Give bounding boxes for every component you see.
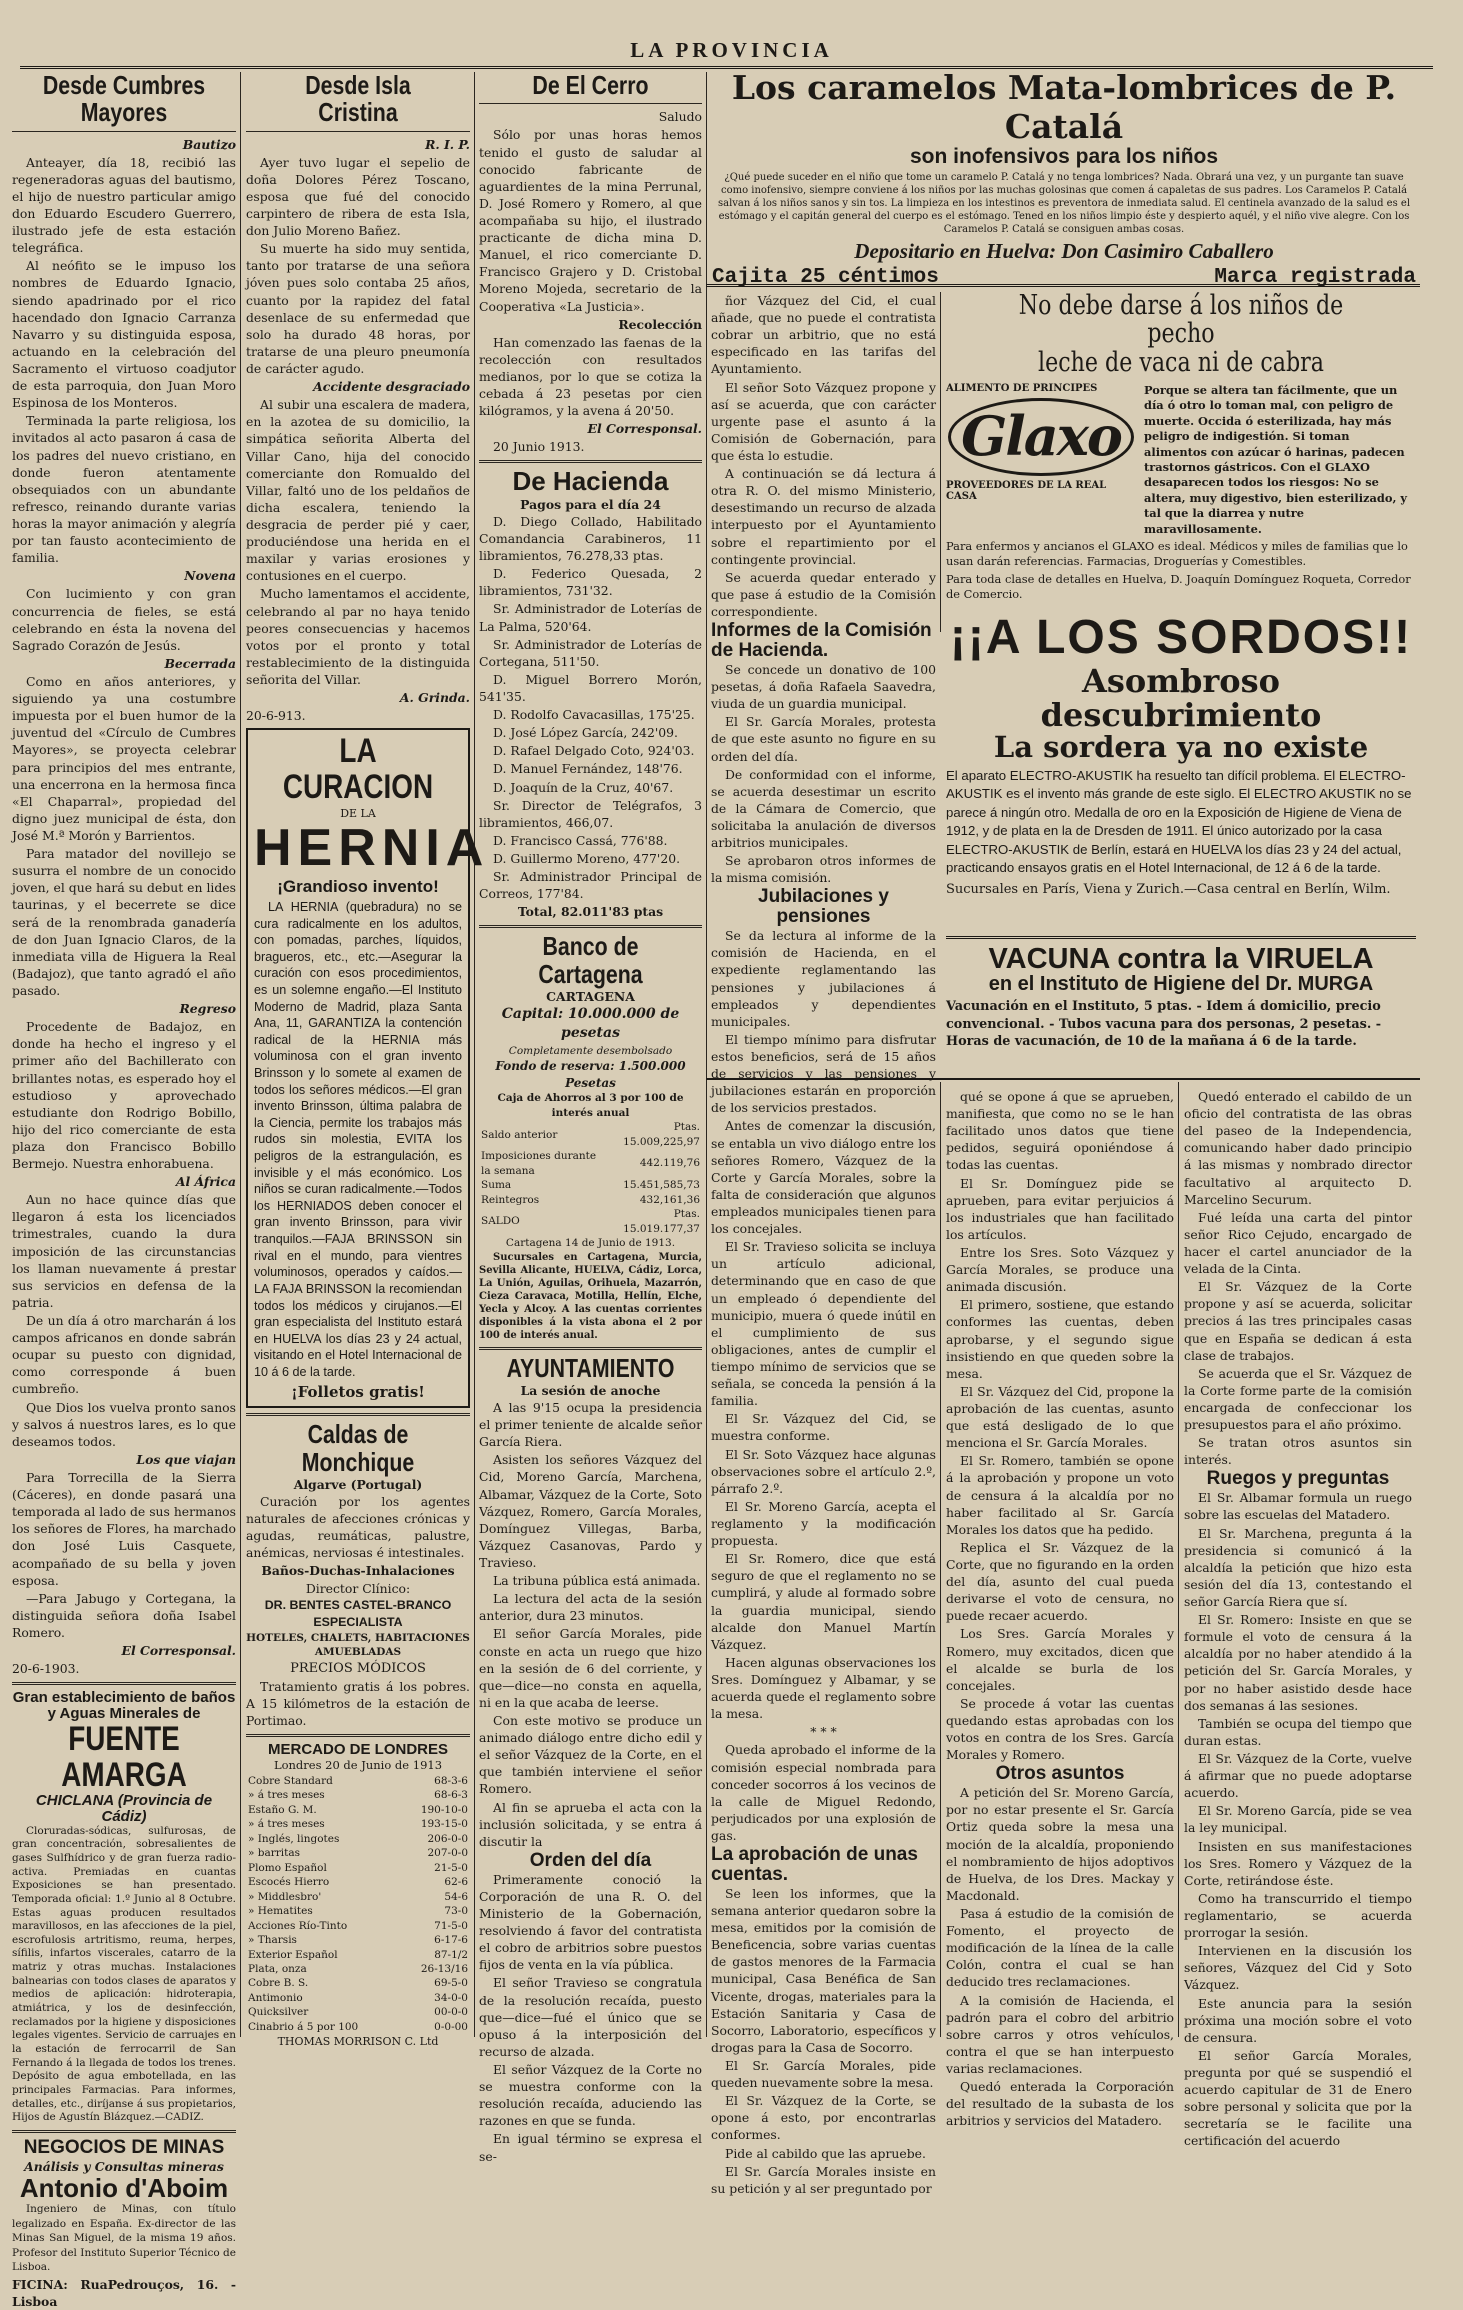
paragraph: El Sr. Vázquez de la Corte propone y así se acuerda, solicitar precios á las tres principales casas que en España se dedican á esta clase de trabajos. — [1184, 1279, 1412, 1363]
bank-city: CARTAGENA — [546, 989, 635, 1004]
table-row — [246, 2005, 470, 2019]
ad-hernia-body: LA HERNIA (quebradura) no se cura radicalmente en los adultos, con pomadas, parches, líquidos, bragueros, etc., etc.—Asegurar la curación con esos procedimientos, es un solemne engaño.—El Instituto Moderno de Madrid, plaza Santa Ana, 11, GARANTIZA la contención radical de la HERNIA más voluminosa con el gran invento Brinsson y lo somete al examen de todos los señores médicos.—El gran invento Brinsson, última palabra de la Ciencia, permite los trabajos más rudos sin molestia, EVITA los peligros de la estrangulación, es invisible y el más económico. Los niños se curan radicalmente.—Todos los HERNIADOS deben conocer el gran invento Brinsson, para vivir tranquilos.—FAJA BRINSSON sin rival en el mundo, para vientres voluminosos, operados y caídos.—LA FAJA BRINSSON la recomiendan todos los médicos y cirujanos.—El gran especialista del Instituto estará en HUELVA los días 23 y 24 actual, visitando en el Hotel Internacional de 10 á 6 de la tarde. — [254, 899, 462, 1379]
paragraph: Pasa á estudio de la comisión de Fomento, el proyecto de modificación de la línea de la calle Colón, contra el cual se han deducido tres reclamaciones. — [946, 1905, 1174, 1990]
paragraph: El Sr. Romero, dice que está seguro de que el reglamento no se cumplirá, y alude al formado sobre la guardia municipal, siendo alcalde don Manuel Martín Vázquez. — [711, 1551, 936, 1652]
column-rule — [706, 72, 707, 2037]
paragraph: En igual término se expresa el se- — [479, 2131, 702, 2164]
article-heading: De El Cerro — [532, 70, 649, 100]
paragraph: El Sr. Vázquez del Cid, se muestra conforme. — [711, 1411, 936, 1444]
paragraph: Anteayer, día 18, recibió las regeneradoras aguas del bautismo, el hijo de nuestro particular amigo don Eduardo Escudero Guerrero, ilustrado jefe de esta estación telegráfica. — [12, 154, 236, 256]
ad-fuente-title: Gran establecimiento de baños y Aguas Minerales de — [12, 1689, 236, 1723]
table-cell-value: 193-15-0 — [420, 1818, 468, 1831]
ad-sordos-h2: Asombroso descubrimiento — [1040, 662, 1322, 734]
paragraph: El Sr. Moreno García, pide se vea la ley municipal. — [1184, 1803, 1412, 1836]
subheading: Saludo — [658, 109, 702, 125]
paragraph: A la comisión de Hacienda, el padrón para el cobro del arbitrio sobre carros y otros vehículos, contra el que se han interpuesto varias reclamaciones. — [946, 1992, 1174, 2076]
table-cell-value: 0-0-00 — [434, 2020, 468, 2033]
table-row — [479, 1178, 702, 1192]
paragraph: Insisten en sus manifestaciones los Sres. Romero y Vázquez de la Corte, retirándose éste. — [1184, 1838, 1412, 1888]
subheading: Los que viajan — [136, 1451, 236, 1467]
table-row — [246, 1890, 470, 1904]
dateline: 20 Junio 1913. — [493, 439, 585, 455]
paragraph: Que Dios los vuelva pronto sanos y salvos á nuestros lares, es lo que deseamos todos. — [12, 1399, 236, 1449]
paragraph: ñor Vázquez del Cid, el cual añade, que no puede el contratista cobrar un arbitrio, que no está especificado en las tarifas del Ayuntamiento. — [711, 293, 936, 377]
table-cell-label: SALDO — [481, 1215, 520, 1228]
ad-sordos-body: El aparato ELECTRO-AKUSTIK ha resuelto tan difícil problema. El ELECTRO-AKUSTIK es el invento más grande de este siglo. El ELECTRO AKUSTIK no se parece á ningún otro. Medalla de oro en la Exposición de Higiene de Viena de 1912, y de plata en la de Dresden de 1911. El único autorizado por la casa ELECTRO-AKUSTIK de Berlín, estará en HUELVA los días 23 y 24 del actual, practicando ensayos gratis en el Hotel Internacional, de 12 á 6 de la tarde. — [946, 767, 1412, 876]
table-row — [246, 1832, 470, 1846]
table-cell-value: 15.451,585,73 — [623, 1179, 700, 1192]
ad-hernia — [246, 728, 490, 1408]
paragraph: Quedó enterada la Corporación del resultado de la subasta de los arbitrios y servicios del Matadero. — [946, 2079, 1174, 2129]
paragraph: Como ha transcurrido el tiempo reglamentario, se acuerda prorrogar la sesión. — [1184, 1890, 1412, 1941]
table-cell-value: Ptas. 15.009,225,97 — [623, 1121, 700, 1148]
table-cell-label: » á tres meses — [248, 1789, 325, 1802]
table-cell-label: Reintegros — [481, 1193, 540, 1206]
subheading: Novena — [184, 568, 236, 584]
ad-monchique-dir: Director Clínico: — [305, 1580, 411, 1596]
ad-hernia-foot: ¡Folletos gratis! — [291, 1382, 425, 1401]
bank-title: Banco de Cartagena — [538, 931, 643, 989]
column-isla-cristina — [246, 70, 490, 2049]
ad-monchique-foot: Tratamiento gratis á los pobres. A 15 kilómetros de la estación de Portimao. — [246, 1678, 470, 1728]
ad-caramelos-mark: Marca registrada — [1214, 266, 1416, 290]
market-foot: THOMAS MORRISON C. Ltd — [277, 2035, 439, 2049]
list-item: Sr. Administrador de Loterías de Cortegana, 511'50. — [479, 636, 702, 669]
paragraph: Al fin se aprueba el acta con la inclusión solicitada, y se entra á discutir la — [479, 1799, 702, 1849]
list-item: Sr. Administrador de Loterías de La Palma, 520'64. — [479, 601, 702, 634]
paragraph: Quedó enterado el cabildo de un oficio del contratista de las obras del paseo de la Independencia, comunicando haber dado principio á las mismas y nombrado director facultativo al arquitecto D. Marcelino Securum. — [1184, 1089, 1412, 1207]
paragraph: El señor Vázquez de la Corte no se muestra conforme con la resolución recaída, aduciendo las razones en que se funda. — [479, 2062, 702, 2129]
table-cell-label: » Tharsis — [248, 1934, 297, 1947]
column-cumbres — [12, 70, 236, 2309]
table-cell-label: Estaño G. M. — [248, 1803, 317, 1816]
table-cell-label: Quicksilver — [248, 2006, 309, 2019]
section-rule — [706, 284, 1420, 287]
ad-minas-address: FICINA: RuaPedrouços, 16. - Lisboa — [12, 2276, 236, 2309]
ad-fuente-body: Cloruradas-sódicas, sulfurosas, de gran concentración, sobresalientes de gases Sulfhídrico y de gran fuerza radio-activa. Premiadas en cuantas Exposiciones se han presentado. Temporada oficial: 1.º Junio al 8 Octubre. Estas aguas producen resultados maravillosos, en las afecciones de la piel, escrofulosis artritismo, reuma, herpes, sífilis, infartos viscerales, catarro de la matriz y otras muchas. Instalaciones balnearias con todos clases de aparatos y medios de aplicación: hidroterapia, atmiátrica, y los de desinfección, reclamados por la higiene y disposiciones legales vigentes. Servicio de carruajes en la estación de ferrocarril de San Fernando á la llegada de todos los trenes. Depósito de agua embotellada, en las principales Farmacias. Para informes, detalles, etc., diríjanse á sus propietarios, Hijos de Agustín Blázquez.—CADIZ. — [12, 1824, 236, 2124]
paragraph: A continuación se dá lectura á otra R. O. del mismo Ministerio, desestimando un recurso de alzada interpuesto por el Ayuntamiento sobre el repartimiento por el contingente provincial. — [711, 466, 936, 567]
ad-vacuna-h2: en el Instituto de Higiene del Dr. MURGA — [988, 973, 1374, 996]
list-item: Sr. Director de Telégrafos, 3 libramientos, 466,07. — [479, 797, 702, 830]
paragraph: Mucho lamentamos el accidente, celebrando al par no haya tenido peores consecuencias y hacemos votos por el pronto y total restablecimiento de la distinguida señorita del Villar. — [246, 586, 470, 687]
table-cell-label: » Inglés, lingotes — [248, 1832, 340, 1845]
ad-caramelos-body: ¿Qué puede suceder en el niño que tome un caramelo P. Catalá y no tenga lombrices? Nada. Obrará una vez, y un purgante tan suave como inofensivo, siempre conviene á los niños por las muchas golosinas que comen á capaletas de sus padres. Los Caramelos P. Catalá salvan á los niños sanos y sin tos. La limpieza en los intestinos es preventora de inmediata salud. El centinela avanzado de la salud es el estómago y el capitán general del cuerpo es el estómago. Tened en los niños limpio éste y despierto aquél, y el niño vive alegre. Con los Caramelos P. Catalá se consiguen ambas cosas. — [717, 172, 1411, 236]
paragraph: Se concede un donativo de 100 pesetas, á doña Rafaela Saavedra, viuda de un guardia municipal. — [711, 661, 936, 712]
table-row — [246, 1803, 470, 1817]
paragraph: Replica el Sr. Vázquez de la Corte, que no figurando en la orden del día, asunto del cual pueda derivarse el voto de censura, no puede recaer acuerdo. — [946, 1539, 1174, 1624]
subheading: Regreso — [179, 1001, 236, 1017]
list-item: D. Federico Quesada, 2 libramientos, 731'32. — [479, 566, 702, 599]
market-table — [246, 1774, 470, 2035]
paragraph: La tribuna pública está animada. — [493, 1573, 701, 1589]
section-rule — [946, 936, 1416, 939]
table-cell-value: 00-0-0 — [434, 2006, 468, 2019]
ad-hernia-de: DE LA — [340, 806, 376, 820]
table-cell-value: 21-5-0 — [434, 1861, 468, 1874]
paragraph: Entre los Sres. Soto Vázquez y García Morales, se produce una animada discusión. — [946, 1244, 1174, 1295]
ad-minas-name: Antonio d'Aboim — [19, 2172, 229, 2203]
paragraph: Sólo por unas horas hemos tenido el gusto de saludar al conocido fabricante de aguardientes de la mina Perrunal, D. José Romero y Romero, al que acompañaba su hijo, el ilustrado practicante de dicha mina D. Manuel, el rico comerciante D. Francisco Grajero y D. Cristobal Moreno Mojeda, secretario de la Cooperativa «La Justicia». — [479, 127, 702, 314]
column-ayuntamiento-cont — [711, 292, 936, 2196]
paragraph: Se leen los informes, que la semana anterior quedaron sobre la mesa, emitidos por la comisión de Beneficencia, sobre varias cuentas de gastos menores de la Farmacia municipal, Casa Benéfica de San Vicente, drogas, materiales para la Estación Sanitaria y Casa de Socorro, Laboratorio, específicos y drogas para la Casa de Socorro. — [711, 1885, 936, 2055]
table-row — [479, 1149, 702, 1178]
bank-reserve: Fondo de reserva: 1.500.000 Pesetas — [495, 1059, 686, 1090]
table-cell-label: » á tres meses — [248, 1818, 325, 1831]
ad-monchique-prices: PRECIOS MÓDICOS — [290, 1660, 426, 1676]
hacienda-sub: Pagos para el día 24 — [520, 496, 661, 512]
informes-heading: Informes de la Comisión de Hacienda. — [711, 620, 932, 662]
table-cell-value: 71-5-0 — [434, 1919, 468, 1932]
masthead-title: LA PROVINCIA — [630, 38, 833, 62]
table-row — [246, 1817, 470, 1831]
ad-glaxo-h2: leche de vaca ni de cabra — [1038, 346, 1324, 378]
paragraph: La lectura del acta de la sesión anterior, dura 23 minutos. — [479, 1591, 702, 1624]
list-item: D. Guillermo Moreno, 477'20. — [493, 850, 681, 866]
paragraph: El señor García Morales, pide conste en acta un ruego que hizo en la sesión de 6 del corriente, y que—dice—no consta en aquella, ni en la que acaba de leerse. — [479, 1626, 702, 1710]
hacienda-heading: De Hacienda — [512, 466, 669, 497]
ad-monchique-esp: ESPECIALISTA — [313, 1614, 403, 1629]
paragraph: Ayer tuvo lugar el sepelio de doña Dolores Pérez Toscano, esposa que fué del conocido carpintero de ribera de esta Isla, don Julio Moreno Bañez. — [246, 154, 470, 239]
ad-vacuna-h1: VACUNA contra la VIRUELA — [988, 943, 1374, 975]
table-cell-label: » barritas — [248, 1847, 301, 1860]
ad-caramelos — [712, 68, 1416, 290]
table-cell-label: » Middlesbro' — [248, 1890, 322, 1903]
article-heading: Desde Cumbres Mayores — [42, 70, 206, 128]
paragraph: Con este motivo se produce un animado diálogo entre dicho edil y el señor Vázquez de la Corte, en el que también interviene el señor Romero. — [479, 1713, 702, 1797]
table-row — [246, 1788, 470, 1802]
ad-fuente-place: CHICLANA (Provincia de Cádiz) — [35, 1792, 213, 1825]
ad-monchique-place: Algarve (Portugal) — [293, 1476, 423, 1492]
ad-hernia-sub: ¡Grandioso invento! — [277, 877, 439, 897]
paragraph: Este anuncia para la sesión próxima una moción sobre el voto de censura. — [1184, 1995, 1412, 2045]
paragraph: Como en años anteriores, y siguiendo ya una costumbre impuesta por el buen humor de la juventud del «Círculo de Cumbres Mayores», se proyecta celebrar para principios del mes entrante, una encerrona en la hermosa finca «El Chaparral», propiedad del digno juez municipal de ésta, don José M.ª Morón y Barrientos. — [12, 673, 236, 843]
bank-savings: Caja de Ahorros al 3 por 100 de interés anual — [497, 1092, 684, 1119]
table-row — [246, 1919, 470, 1933]
subheading: Al África — [175, 1174, 236, 1190]
ayuntamiento-heading: AYUNTAMIENTO — [506, 1352, 675, 1383]
subheading: R. I. P. — [425, 136, 470, 152]
table-cell-label: Imposiciones durante la semana — [481, 1150, 597, 1177]
table-row — [246, 1904, 470, 1918]
ad-glaxo-body: Para enfermos y ancianos el GLAXO es ideal. Médicos y miles de familias que lo usan darán referencias. Farmacias, Droguerías y Comestibles. — [946, 538, 1408, 569]
table-cell-value: 68-3-6 — [434, 1774, 468, 1787]
jubilaciones-heading: Jubilaciones y pensiones — [758, 886, 889, 928]
list-item: D. Miguel Borrero Morón, 541'35. — [479, 671, 702, 704]
glaxo-logo: Glaxo — [948, 398, 1134, 476]
paragraph: qué se opone á que se aprueben, manifiesta, que como no se le han facilitado unos datos que tiene pedidos, seguirá oponiéndose á todas las cuentas. — [946, 1089, 1174, 1173]
paragraph: Su muerte ha sido muy sentida, tanto por tratarse de una señora jóven pues solo contaba 25 años, cuanto por la rapidez del fatal desenlace de su enfermedad que solo ha durado 48 horas, por tratarse de una pleuro pneumonía de carácter agudo. — [246, 241, 470, 377]
ad-glaxo-foot: Para toda clase de detalles en Huelva, D. Joaquín Domínguez Roqueta, Corredor de Comercio. — [946, 571, 1411, 602]
paragraph: Se aprobaron otros informes de la misma comisión. — [711, 853, 936, 886]
ad-glaxo-side: Porque se altera tan fácilmente, que un día ó otro lo toman mal, con peligro de muerte. Occida ó esterilizada, hay más peligro de indigestión. Si toman alimentos con azúcar ó harinas, padecen trastornos gástricos. Con el GLAXO desaparecen todos los riesgos: No se altera, muy digestivo, bien esterilizado, y tal que la diarrea y nutre maravillosamente. — [1144, 383, 1407, 536]
payments-total: Total, 82.011'83 ptas — [517, 904, 664, 920]
column-rule — [940, 1082, 941, 2037]
paragraph: Procedente de Badajoz, en donde ha hecho el ingreso y el primer año del Bachillerato con brillantes notas, es esperado hoy el estudioso y aprovechado estudiante don Rodrigo Bobillo, hijo del rico comerciante de esta plaza don Francisco Bobillo Bermejo. Nuestra enhorabuena. — [12, 1019, 236, 1172]
ad-minas-title: NEGOCIOS DE MINAS — [23, 2136, 225, 2158]
bank-capital: Capital: 10.000.000 de pesetas — [501, 1006, 680, 1042]
paragraph: De conformidad con el informe, se acuerda desestimar un escrito de la Cámara de Comercio, que solicitaba la anulación de diversos arbitrios municipales. — [711, 766, 936, 851]
market-date: Londres 20 de Junio de 1913 — [273, 1757, 443, 1772]
ad-glaxo — [946, 292, 1416, 604]
subheading: Bautizo — [182, 136, 236, 152]
paragraph: El Sr. Marchena, pregunta á la presidencia si comunicó á la alcaldía la petición que hizo esta sesión del día 13, contestando el señor García Riera que sí. — [1184, 1525, 1412, 1609]
table-cell-label: Plata, onza — [248, 1962, 307, 1975]
otros-heading: Otros asuntos — [995, 1763, 1125, 1785]
table-cell-value: 6-17-6 — [434, 1934, 468, 1947]
paragraph: Hacen algunas observaciones los Sres. Domínguez y Albamar, y se acuerda quede el reglamento sobre la mesa. — [711, 1654, 936, 1722]
table-row — [246, 2020, 470, 2034]
table-cell-value: Ptas. 15.019.177,37 — [623, 1208, 700, 1235]
paragraph: El Sr. García Morales, protesta de que este asunto no figure en su orden del día. — [711, 714, 936, 764]
ad-caramelos-price: Cajita 25 céntimos — [712, 266, 939, 290]
list-item: Sr. Administrador Principal de Correos, 177'84. — [479, 869, 702, 902]
paragraph: Se acuerda que el Sr. Vázquez de la Corte forme parte de la comisión encargada de confeccionar los presupuestos para el año próximo. — [1184, 1365, 1412, 1433]
signature: A. Grinda. — [399, 690, 470, 706]
list-item: D. Joaquín de la Cruz, 40'67. — [493, 779, 674, 795]
paragraph: El Sr. Domínguez pide se aprueben, para evitar perjuicios á los industriales que han facilitado los artículos. — [946, 1175, 1174, 1242]
table-cell-value: 69-5-0 — [434, 1977, 468, 1990]
dateline: 20-6-1903. — [12, 1661, 80, 1677]
table-row — [246, 1774, 470, 1788]
paragraph: Para matador del novillejo se susurra el nombre de un conocido joven, el que hará su debut en lides taurinas, y el becerrete se dice será de la renombrada ganadería de don Juan Ignacio Claros, de la inmediata villa de Higuera la Real (Badajoz), que tanto agradó el año pasado. — [12, 846, 236, 998]
subheading: Accidente desgraciado — [313, 379, 470, 395]
table-cell-value: 34-0-0 — [434, 1991, 468, 2004]
table-cell-label: Plomo Español — [248, 1861, 327, 1874]
ad-caramelos-title: Los caramelos Mata-lombrices de P. Catalá — [731, 68, 1397, 146]
bank-date: Cartagena 14 de Junio de 1913. — [505, 1237, 676, 1250]
table-cell-value: 432,161,36 — [639, 1193, 700, 1206]
signature: El Corresponsal. — [121, 1643, 236, 1659]
paragraph: Al neófito se le impuso los nombres de Eduardo Ignacio, siendo apadrinado por el rico hacendado don Ignacio Carranza Navarro y su distinguida esposa, actuando en la celebración del Sacramento el virtuoso coadjutor de esta parroquia, don Juan Moro Espinosa de los Monteros. — [12, 258, 236, 411]
table-row — [479, 1193, 702, 1207]
table-cell-value: 26-13/16 — [420, 1962, 468, 1975]
paragraph: El Sr. Moreno García, acepta el reglamento y la modificación propuesta. — [711, 1498, 936, 1549]
ad-monchique-title: Caldas de Monchique — [301, 1419, 415, 1477]
column-el-cerro — [479, 70, 702, 2164]
ad-minas-body: Ingeniero de Minas, con título legalizado en España. Ex-director de las Minas San Miguel, de la misma 19 años. Profesor del Instituto Superior Técnico de Lisboa. — [12, 2203, 236, 2274]
ad-sordos-foot: Sucursales en París, Viena y Zurich.—Casa central en Berlín, Wilm. — [946, 881, 1391, 897]
paragraph: El Sr. Vázquez del Cid, propone la aprobación de las cuentas, asunto que está desligado de lo que menciona el Sr. García Morales. — [946, 1383, 1174, 1451]
table-row — [246, 1846, 470, 1860]
ad-caramelos-depositary: Depositario en Huelva: Don Casimiro Caballero — [854, 239, 1274, 264]
table-cell-value: 68-6-3 — [434, 1789, 468, 1802]
cuentas-heading: La aprobación de unas cuentas. — [711, 1844, 918, 1885]
column-rule — [474, 72, 475, 2037]
ruegos-heading: Ruegos y preguntas — [1206, 1468, 1390, 1490]
paragraph: Pide al cabildo que las apruebe. — [725, 2145, 926, 2161]
ad-monchique-hotels: HOTELES, CHALETS, HABITACIONES AMUEBLADAS — [246, 1631, 470, 1659]
ad-vacuna — [946, 944, 1416, 1076]
ad-hernia-name: HERNIA — [254, 818, 490, 877]
subheading: Becerrada — [164, 655, 236, 671]
paragraph: El Sr. Soto Vázquez hace algunas observaciones sobre el artículo 2.º, párrafo 2.º. — [711, 1446, 936, 1496]
payments-list — [479, 513, 702, 902]
paragraph: El señor Soto Vázquez propone y así se acuerda, que con carácter urgente pase el asunto á la Comisión de Gobernación, para que ésta lo estudie. — [711, 379, 936, 463]
table-row — [246, 1962, 470, 1976]
paragraph: El Sr. Travieso solicita se incluya un artículo adicional, determinando que en caso de que un empleado ó dependiente del municipio, muera ó quede inútil en el cumplimiento de sus obligaciones, antes de cumplir el tiempo mínimo de servicios que se señala, se conceda la pensión á la familia. — [711, 1239, 936, 1409]
table-cell-value: 73-0 — [444, 1905, 468, 1918]
ad-minas-sub: Análisis y Consultas mineras — [24, 2158, 224, 2174]
ad-fuente-name: FUENTE AMARGA — [61, 1719, 187, 1794]
table-cell-label: Cobre Standard — [248, 1774, 333, 1787]
column-rule — [940, 292, 941, 632]
paragraph: Han comenzado las faenas de la recolección con resultados medianos, por lo que se cotiza la cebada á 23 pesetas por cien kilógramos, y la avena á 20'50. — [479, 334, 702, 419]
table-cell-value: 442.119,76 — [639, 1157, 700, 1170]
list-item: D. Manuel Fernández, 148'76. — [493, 761, 683, 777]
table-row — [246, 1948, 470, 1962]
column-cuentas-cont — [946, 1088, 1174, 2129]
ad-vacuna-body: Vacunación en el Instituto, 5 ptas. - Idem á domicilio, precio convencional. - Tubos vacuna para dos personas, 2 pesetas. - Horas de vacunación, de 10 de la mañana á 6 de la tarde. — [946, 999, 1382, 1049]
paragraph: Se da lectura al informe de la comisión de Hacienda, en el expediente reglamentando las pensiones y jubilaciones á empleados y dependientes municipales. — [711, 928, 936, 1029]
ad-sordos-h1: ¡¡A LOS SORDOS!! — [949, 611, 1413, 664]
ayuntamiento-sub: La sesión de anoche — [520, 1382, 661, 1398]
table-row — [246, 1991, 470, 2005]
market-title: MERCADO DE LONDRES — [267, 1741, 448, 1759]
table-cell-label: Acciones Río-Tinto — [248, 1919, 348, 1932]
list-item: D. José López García, 242'09. — [493, 725, 678, 741]
list-item: D. Rodolfo Cavacasillas, 175'25. — [493, 707, 695, 723]
table-cell-value: 207-0-0 — [427, 1847, 468, 1860]
ad-sordos-h3: La sordera ya no existe — [993, 730, 1369, 765]
table-row — [246, 1875, 470, 1889]
table-cell-value: 190-10-0 — [420, 1803, 468, 1816]
table-cell-value: 62-6 — [444, 1876, 468, 1889]
table-cell-label: Saldo anterior — [481, 1128, 558, 1141]
paragraph: Antes de comenzar la discusión, se entabla un vivo diálogo entre los señores Romero, Vázquez de la Corte y García Morales, sobre la falta de consideración que algunos empleados municipales tienen para los concejales. — [711, 1118, 936, 1237]
paragraph: El Sr. Vázquez de la Corte, se opone á esto, por encontrarlas conformes. — [711, 2093, 936, 2143]
paragraph: El Sr. García Morales insiste en su petición y al ser preguntado por — [711, 2163, 936, 2196]
ad-glaxo-bottom: PROVEEDORES DE LA REAL CASA — [946, 480, 1107, 503]
paragraph: Se acuerda quedar enterado y que pase á estudio de la Comisión correspondiente. — [711, 569, 936, 619]
bank-paid: Completamente desembolsado — [508, 1044, 673, 1057]
paragraph: Primeramente conoció la Corporación de una R. O. del Ministerio de la Gobernación, resolviendo á favor del contratista el cobro de arbitrios sobre puestos fijos de venta en la vía pública. — [479, 1871, 702, 1973]
ad-glaxo-top: ALIMENTO DE PRINCIPES — [946, 383, 1098, 395]
signature: El Corresponsal. — [587, 421, 702, 437]
table-row — [479, 1120, 702, 1149]
paragraph: El primero, sostiene, que estando conformes las cuentas, deben aprobarse, y el segundo sigue insistiendo en que queden sobre la mesa. — [946, 1297, 1174, 1381]
paragraph: El Sr. Romero: Insiste en que se formule el voto de censura á la alcaldía por no haber atendido á la petición del Sr. García Morales, y por no haber asistido desde hace dos semanas á las sesiones. — [1184, 1612, 1412, 1713]
paragraph: Terminada la parte religiosa, los invitados al acto pasaron á casa de los padres del nuevo cristiano, en donde fueron atentamente obsequiados con un abundante refresco, reinando durante varias horas la mayor animación y alegría por tan fausto acontecimiento de familia. — [12, 413, 236, 566]
list-item: D. Diego Collado, Habilitado Comandancia Carabineros, 11 libramientos, 76.278,33 ptas. — [479, 513, 702, 564]
ad-glaxo-h1: No debe darse á los niños de pecho — [1018, 290, 1344, 350]
table-cell-label: Antimonio — [248, 1991, 303, 2004]
paragraph: Fué leída una carta del pintor señor Rico Cejudo, encargado de hacer el cartel anunciador de la velada de la Cinta. — [1184, 1209, 1412, 1277]
table-cell-value: 206-0-0 — [427, 1832, 468, 1845]
bank-branches: Sucursales en Cartagena, Murcia, Sevilla Alicante, HUELVA, Cádiz, Lorca, La Unión, Aguilas, Orihuela, Mazarrón, Cieza Caravaca, Motilla, Hellín, Elche, Yecla y Alcoy. A las cuentas corrientes disponibles á la vista abona el 2 por 100 de interés anual. — [479, 1251, 702, 1341]
ad-sordos — [946, 610, 1416, 928]
table-cell-label: Cinabrio á 5 por 100 — [248, 2020, 359, 2033]
article-heading: Desde Isla Cristina — [305, 70, 411, 128]
paragraph: El Sr. García Morales, pide queden nuevamente sobre la mesa. — [711, 2058, 936, 2091]
paragraph: El Sr. Albamar formula un ruego sobre las escuelas del Matadero. — [1184, 1490, 1412, 1523]
dateline: 20-6-913. — [246, 708, 306, 724]
table-cell-label: Cobre B. S. — [248, 1977, 309, 1990]
table-cell-label: Suma — [481, 1179, 512, 1192]
paragraph: Aun no hace quince días que llegaron á esta los licenciados trimestrales, cuando la dura imposición de las circunstancias los llaman nuevamente á prestar sus servicios en defensa de la patria. — [12, 1192, 236, 1310]
paragraph: Queda aprobado el informe de la comisión especial nombrada para conceder socorros á los vecinos de la calle de Miguel Redondo, perjudicados por una explosión de gas. — [711, 1742, 936, 1843]
paragraph: A petición del Sr. Moreno García, por no estar presente el Sr. García Ortiz queda sobre la mesa una moción de la alcaldía, proponiendo el nombramiento de hijos adoptivos de Huelva, de los Dres. Mackay y Macdonald. — [946, 1785, 1174, 1903]
paragraph: De un día á otro marcharán á los campos africanos en donde sabrán ocupar su puesto con dignidad, como corresponde á buen cumbreño. — [12, 1313, 236, 1397]
paragraph: También se ocupa del tiempo que duran estas. — [1184, 1715, 1412, 1748]
paragraph: El señor Travieso se congratula de la resolución recaída, puesto que—dice—fué el único que se opuso á la interposición del recurso de alzada. — [479, 1975, 702, 2059]
table-cell-value: 54-6 — [444, 1890, 468, 1903]
section-rule — [706, 1078, 1420, 1080]
column-rule — [240, 72, 241, 2037]
table-row — [246, 1976, 470, 1990]
paragraph: Al subir una escalera de madera, en la azotea de su domicilio, la simpática señorita Alberta del Villar Cano, hija del conocido comerciante don Romualdo del Villar, faltó uno de los peldaños de dicha escalera, teniendo la desgracia de perder pié y caer, produciéndose una herida en el maxilar y varias erosiones y contusiones en el cuerpo. — [246, 397, 470, 584]
paragraph: Para Torrecilla de la Sierra (Cáceres), en donde pasará una temporada al lado de sus hermanos los señores de Flores, ha marchado don José Luis Casquete, acompañado de su bella y joven esposa. — [12, 1470, 236, 1588]
table-row — [479, 1207, 702, 1236]
paragraph: Se tratan otros asuntos sin interés. — [1184, 1435, 1412, 1468]
paragraph: Intervienen en la discusión los señores, Vázquez del Cid y Soto Vázquez. — [1184, 1943, 1412, 1993]
ad-monchique-doctor: DR. BENTES CASTEL-BRANCO — [264, 1597, 452, 1612]
ad-hernia-title: LA CURACION — [282, 732, 434, 806]
paragraph: —Para Jabugo y Cortegana, la distinguida señora doña Isabel Romero. — [12, 1590, 236, 1640]
separator-stars: * * * — [810, 1724, 837, 1740]
column-ruegos — [1184, 1088, 1412, 2149]
paragraph: Los Sres. García Morales y Romero, muy excitados, dicen que el alcalde se burla de los concejales. — [946, 1626, 1174, 1693]
ad-caramelos-sub: son inofensivos para los niños — [909, 145, 1219, 168]
table-row — [246, 1933, 470, 1947]
paragraph: Con lucimiento y con gran concurrencia de fieles, se está celebrando en ésta la novena del Sagrado Corazón de Jesús. — [12, 586, 236, 653]
table-cell-label: Exterior Español — [248, 1948, 338, 1961]
table-cell-label: Escocés Hierro — [248, 1876, 330, 1889]
subheading: Recolección — [618, 316, 702, 332]
paragraph: El señor García Morales, pregunta por qué se suspendió el acuerdo capitular de 31 de Enero sobre personal y solicita que por la secretaría se le facilite una certificación del acuerdo — [1184, 2047, 1412, 2149]
list-item: D. Rafael Delgado Coto, 924'03. — [493, 743, 695, 759]
table-cell-value: 87-1/2 — [434, 1948, 468, 1961]
paragraph: A las 9'15 ocupa la presidencia el primer teniente de alcalde señor García Riera. — [479, 1400, 702, 1450]
column-rule — [1178, 1082, 1179, 2037]
list-item: D. Francisco Cassá, 776'88. — [493, 832, 668, 848]
paragraph: Asisten los señores Vázquez del Cid, Moreno García, Marchena, Albamar, Vázquez de la Corte, Soto Vázquez, Romero, García Morales, Domínguez Villegas, Barba, Vázquez Casanovas, Pardo y Travieso. — [479, 1452, 702, 1571]
table-row — [246, 1861, 470, 1875]
paragraph: El Sr. Romero, también se opone á la aprobación y propone un voto de censura á la alcaldía por no haber facilitado al Sr. García Morales los datos que ha pedido. — [946, 1453, 1174, 1537]
paragraph: Se procede á votar las cuentas quedando estas aprobadas con los votos en contra de los Sres. García Morales y Romero. — [946, 1695, 1174, 1763]
paragraph: El Sr. Vázquez de la Corte, vuelve á afirmar que no puede adoptarse acuerdo. — [1184, 1750, 1412, 1801]
orden-heading: Orden del día — [529, 1849, 652, 1871]
ad-monchique-body: Curación por los agentes naturales de afecciones crónicas y agudas, reumáticas, palustre, anémicas, nerviosas é intestinales. — [246, 1493, 470, 1561]
table-cell-label: » Hematites — [248, 1905, 313, 1918]
ad-monchique-line: Baños-Duchas-Inhalaciones — [261, 1563, 455, 1579]
bank-table — [479, 1120, 702, 1236]
paragraph: El tiempo mínimo para disfrutar estos beneficios, será de 15 años de servicios y las pensiones y jubilaciones estarán en proporción de los servicios prestados. — [711, 1031, 936, 1116]
